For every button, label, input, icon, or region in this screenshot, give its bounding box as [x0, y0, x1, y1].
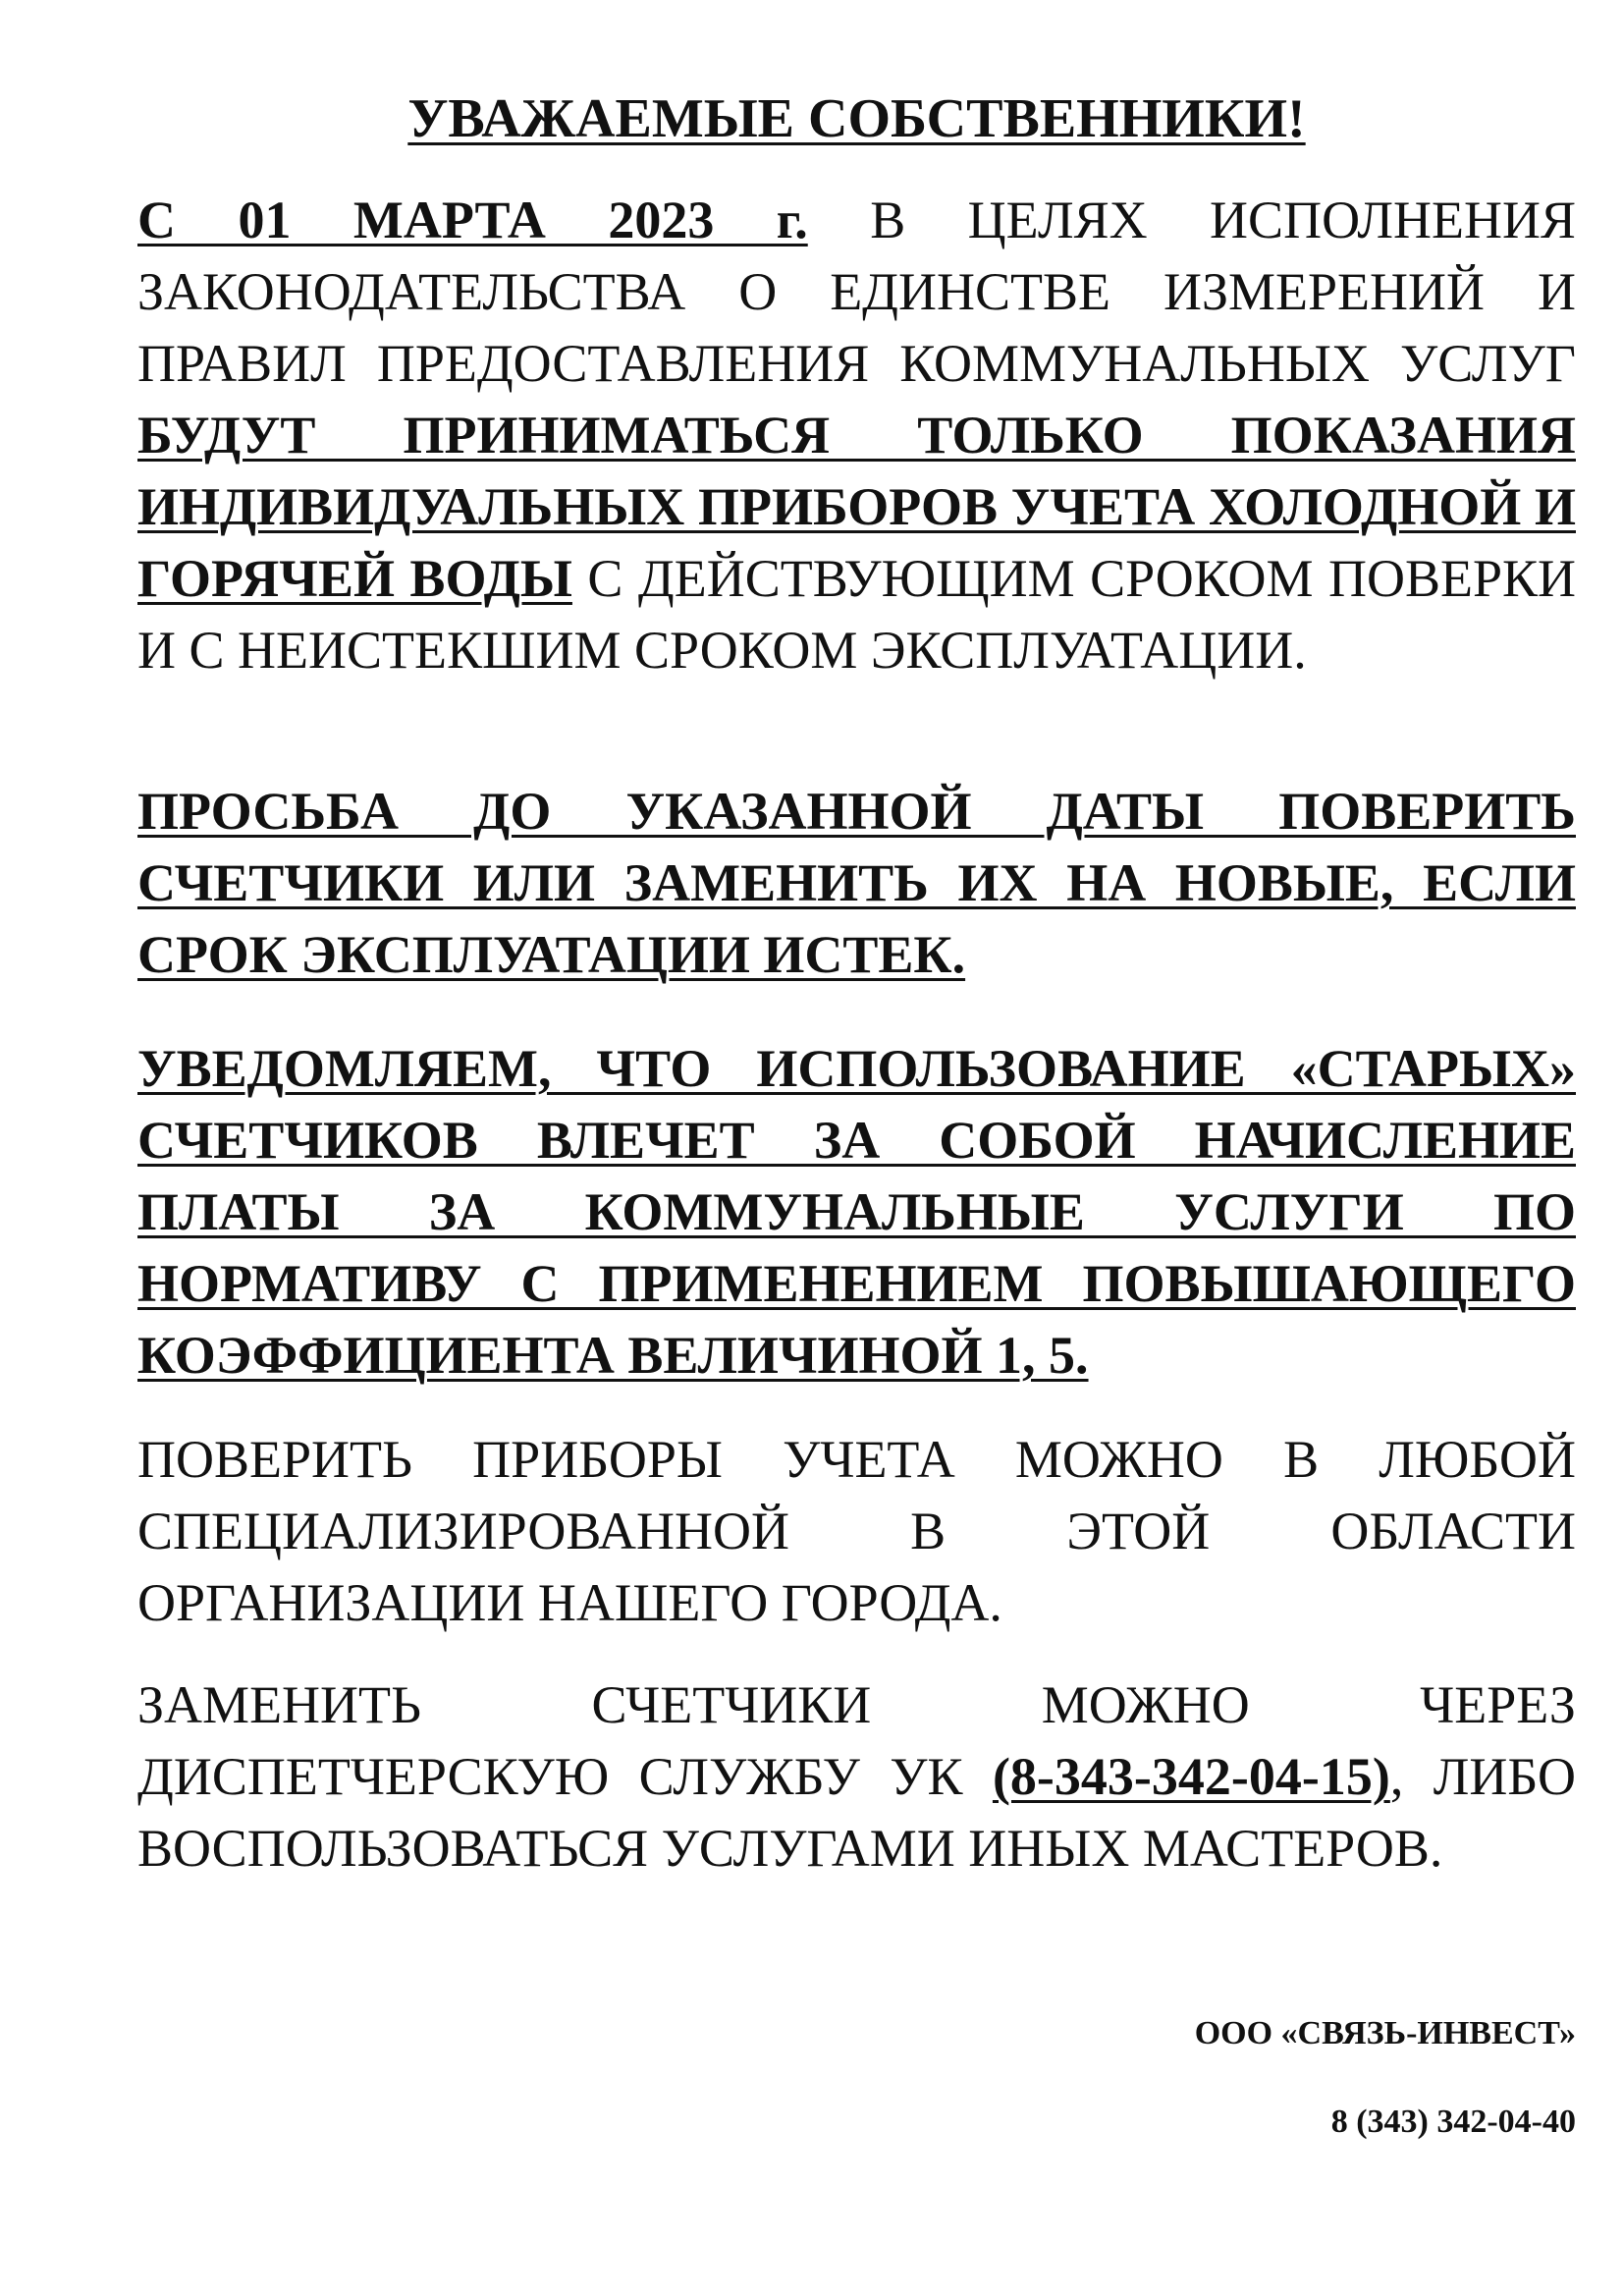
paragraph-replacement-end: , ЛИБО ВОСПОЛЬЗОВАТЬСЯ УСЛУГАМИ ИНЫХ МАСТЕРОВ.	[137, 1747, 1576, 1878]
paragraph-verification-info: ПОВЕРИТЬ ПРИБОРЫ УЧЕТА МОЖНО В ЛЮБОЙ СПЕЦИАЛИЗИРОВАННОЙ В ЭТОЙ ОБЛАСТИ ОРГАНИЗАЦИИ НАШЕГО ГОРОДА.	[137, 1430, 1576, 1632]
paragraph-replacement-info	[137, 1669, 1576, 1885]
paragraph-replacement-intro: ЗАМЕНИТЬ СЧЕТЧИКИ МОЖНО ЧЕРЕЗ ДИСПЕТЧЕРСКУЮ СЛУЖБУ УК	[137, 1675, 1576, 1806]
signature-organization: ООО «СВЯЗЬ-ИНВЕСТ»	[1194, 2015, 1576, 2051]
readings-requirement: БУДУТ ПРИНИМАТЬСЯ ТОЛЬКО ПОКАЗАНИЯ ИНДИВИДУАЛЬНЫХ ПРИБОРОВ УЧЕТА ХОЛОДНОЙ И ГОРЯЧЕЙ ВОДЫ	[137, 406, 1576, 608]
effective-date: С 01 МАРТА 2023 г.	[137, 191, 808, 249]
paragraph-meter-readings-intro: В ЦЕЛЯХ ИСПОЛНЕНИЯ ЗАКОНОДАТЕЛЬСТВА О ЕДИНСТВЕ ИЗМЕРЕНИЙ И ПРАВИЛ ПРЕДОСТАВЛЕНИЯ КОММУНАЛЬНЫХ УСЛУГ	[137, 191, 1576, 393]
notice-title: УВАЖАЕМЫЕ СОБСТВЕННИКИ!	[407, 88, 1306, 149]
paragraph-warning-coefficient: УВЕДОМЛЯЕМ, ЧТО ИСПОЛЬЗОВАНИЕ «СТАРЫХ» СЧЕТЧИКОВ ВЛЕЧЕТ ЗА СОБОЙ НАЧИСЛЕНИЕ ПЛАТЫ ЗА КОММУНАЛЬНЫЕ УСЛУГИ ПО НОРМАТИВУ С ПРИМЕНЕНИЕМ ПОВЫШАЮЩЕГО КОЭФФИЦИЕНТА ВЕЛИЧИНОЙ 1, 5.	[137, 1039, 1576, 1385]
dispatch-phone: (8-343-342-04-15)	[992, 1747, 1390, 1806]
paragraph-meter-readings-condition: С ДЕЙСТВУЮЩИМ СРОКОМ ПОВЕРКИ И С НЕИСТЕКШИМ СРОКОМ ЭКСПЛУАТАЦИИ.	[137, 549, 1577, 680]
paragraph-request-verify: ПРОСЬБА ДО УКАЗАННОЙ ДАТЫ ПОВЕРИТЬ СЧЕТЧИКИ ИЛИ ЗАМЕНИТЬ ИХ НА НОВЫЕ, ЕСЛИ СРОК ЭКСПЛУАТАЦИИ ИСТЕК.	[137, 782, 1576, 984]
signature-phone: 8 (343) 342-04-40	[1330, 2104, 1576, 2140]
paragraph-meter-readings	[137, 185, 1576, 686]
